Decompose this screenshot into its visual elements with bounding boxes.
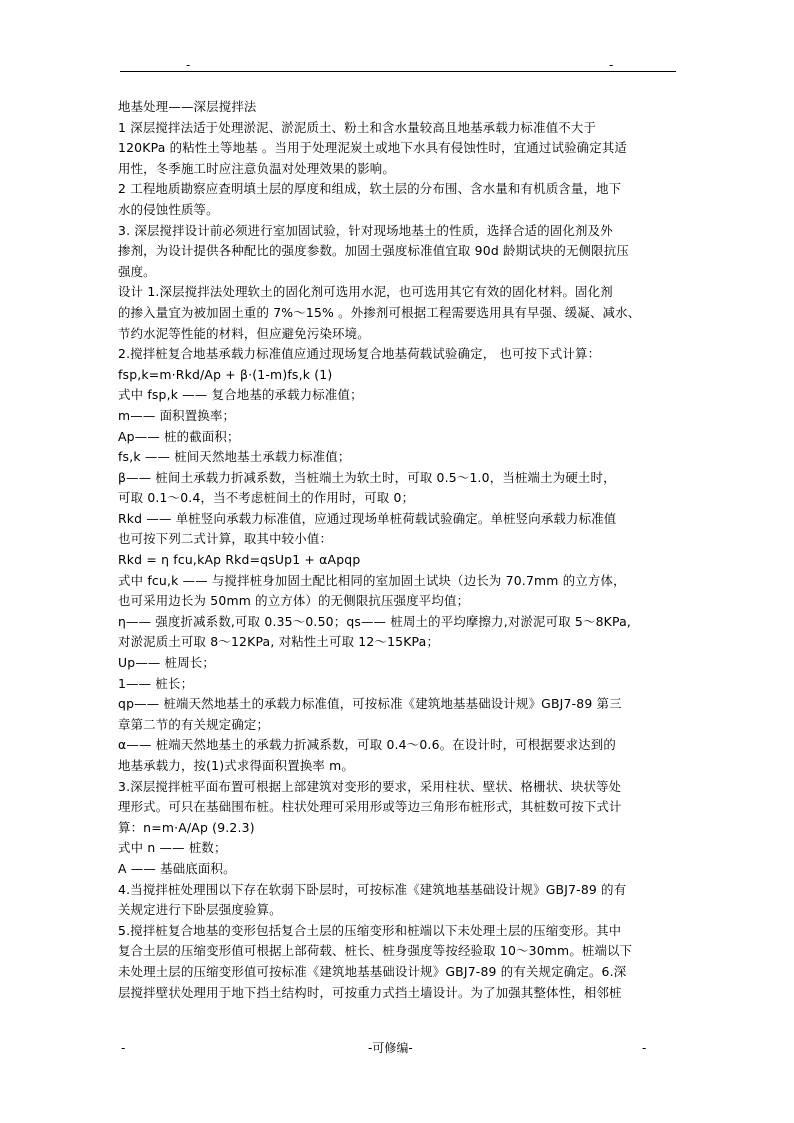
text-line: 的掺入量宜为被加固土重的 7%～15% 。外掺剂可根据工程需要选用具有早强、缓凝、减水、: [118, 304, 641, 320]
text-line: fs,k —— 桩间天然地基土承载力标准值；: [118, 449, 351, 465]
text-line: Ap—— 桩的截面积；: [118, 428, 240, 444]
text-line: qp—— 桩端天然地基土的承载力标准值，可按标准《建筑地基基础设计规》GBJ7-89 第三: [118, 696, 622, 712]
text-line: 也可按下列二式计算，取其中较小值：: [118, 531, 333, 547]
text-line: fsp,k=m·Rkd/Ap + β·(1-m)fs,k (1): [118, 366, 333, 382]
text-line: 复合土层的压缩变形值可根据上部荷载、桩长、桩身强度等按经验取 10～30mm。桩端以下: [118, 943, 633, 959]
header-right-mark: -: [609, 58, 614, 72]
text-line: 式中 fcu,k —— 与搅拌桩身加固土配比相同的室加固土试块（边长为 70.7mm 的立方体，: [118, 572, 626, 588]
text-line: 2 工程地质勘察应查明填土层的厚度和组成，软土层的分布围、含水量和有机质含量，地下: [118, 181, 622, 197]
text-line: 对淤泥质土可取 8～12KPa, 对粘性土可取 12～15KPa；: [118, 634, 440, 650]
text-line: 5.搅拌桩复合地基的变形包括复合土层的压缩变形和桩端以下未处理土层的压缩变形。其中: [118, 922, 622, 938]
text-line: 4.当搅拌桩处理围以下存在软弱下卧层时，可按标准《建筑地基基础设计规》GBJ7-89 的有: [118, 881, 627, 897]
text-line: 地基处理——深层搅拌法: [118, 99, 257, 114]
text-line: 理形式。可只在基础围布桩。柱状处理可采用形或等边三角形布桩形式，其桩数可按下式计: [118, 799, 622, 815]
text-line: 120KPa 的粘性土等地基 。当用于处理泥炭土或地下水具有侵蚀性时，宜通过试验确定其适: [118, 140, 628, 156]
text-line: Rkd = η fcu,kAp Rkd=qsUp1 + αApqp: [118, 552, 361, 568]
text-line: m—— 面积置换率；: [118, 407, 236, 423]
document-body: [118, 97, 680, 1003]
text-line: 1 深层搅拌法适于处理淤泥、淤泥质土、粉土和含水量较高且地基承载力标准值不大于: [118, 119, 597, 135]
text-line: 用性，冬季施工时应注意负温对处理效果的影响。: [118, 160, 395, 176]
text-line: 1—— 桩长；: [118, 675, 194, 691]
text-line: β—— 桩间土承载力折减系数，当桩端土为软土时，可取 0.5～1.0，当桩端土为硬土时，: [118, 469, 616, 485]
text-line: A —— 基础底面积。: [118, 860, 236, 876]
text-line: 3. 深层搅拌设计前必须进行室加固试验，针对现场地基土的性质，选择合适的固化剂及外: [118, 222, 613, 238]
text-line: 也可采用边长为 50mm 的立方体）的无侧限抗压强度平均值；: [118, 593, 470, 609]
text-line: η—— 强度折减系数,可取 0.35～0.50；qs—— 桩周土的平均摩擦力,对淤泥可取 5～8KPa,: [118, 613, 632, 629]
text-line: 2.搅拌桩复合地基承载力标准值应通过现场复合地基荷载试验确定， 也可按下式计算：: [118, 346, 601, 362]
text-line: 节约水泥等性能的材料，但应避免污染环境。: [118, 325, 370, 341]
footer-right-mark: -: [642, 1041, 647, 1055]
text-line: 掺剂，为设计提供各种配比的强度参数。加固土强度标准值宜取 90d 龄期试块的无侧限抗压: [118, 243, 629, 259]
header-left-mark: -: [186, 58, 191, 72]
header-rule: [120, 71, 676, 72]
text-line: 强度。: [118, 263, 156, 279]
text-line: 式中 n —— 桩数；: [118, 840, 227, 856]
text-line: 层搅拌壁状处理用于地下挡土结构时，可按重力式挡土墙设计。为了加强其整体性，相邻桩: [118, 984, 622, 1000]
text-line: α—— 桩端天然地基土的承载力折减系数，可取 0.4～0.6。在设计时，可根据要求达到的: [118, 737, 616, 753]
footer-left-mark: -: [121, 1041, 126, 1055]
text-line: 可取 0.1～0.4，当不考虑桩间土的作用时，可取 0；: [118, 490, 415, 506]
text-line: 设计 1.深层搅拌法处理软土的固化剂可选用水泥，也可选用其它有效的固化材料。固化剂: [118, 284, 613, 300]
text-line: Rkd —— 单桩竖向承载力标准值，应通过现场单桩荷载试验确定。单桩竖向承载力标准值: [118, 510, 617, 526]
text-line: 关规定进行下卧层强度验算。: [118, 902, 282, 918]
text-line: 算：n=m·A/Ap (9.2.3): [118, 819, 255, 835]
text-line: 章第二节的有关规定确定；: [118, 716, 270, 732]
text-line: Up—— 桩周长；: [118, 655, 216, 671]
text-line: 地基承载力，按(1)式求得面积置换率 m。: [118, 758, 355, 773]
text-line: 3.深层搅拌桩平面布置可根据上部建筑对变形的要求，采用柱状、壁状、格栅状、块状等处: [118, 778, 622, 794]
text-line: 水的侵蚀性质等。: [118, 201, 219, 217]
footer-center-text: -可修编-: [368, 1041, 413, 1055]
text-line: 式中 fsp,k —— 复合地基的承载力标准值；: [118, 387, 363, 403]
text-line: 未处理土层的压缩变形值可按标准《建筑地基基础设计规》GBJ7-89 的有关规定确定。6.深: [118, 963, 627, 979]
